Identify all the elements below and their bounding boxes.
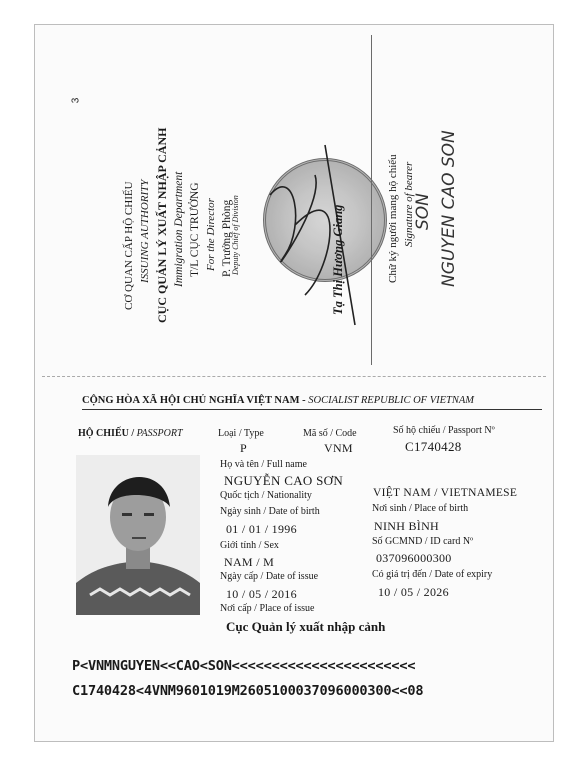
full-name-value: NGUYỄN CAO SƠN (224, 473, 344, 488)
date-of-issue-label: Ngày cấp / Date of issue (220, 571, 319, 582)
issuing-authority-vn: CƠ QUAN CẤP HỘ CHIẾU (123, 181, 135, 310)
place-of-issue-value: Cục Quản lý xuất nhập cảnh (226, 619, 386, 634)
code-value: VNM (324, 441, 353, 455)
for-director-vn: T/L CỤC TRƯỞNG (189, 182, 201, 277)
mrz-line-2: C1740428<4VNM9601019M2605100037096000300<<08 (72, 683, 424, 699)
director-signature (265, 135, 395, 345)
bearer-signature-line2: NGUYEN CAO SON (439, 130, 459, 287)
bearer-signature-label-vn: Chữ ký người mang hộ chiếu (387, 154, 399, 283)
observations-page (35, 25, 555, 377)
type-label: Loại / Type (218, 428, 264, 439)
mrz-line-1: P<VNMNGUYEN<<CAO<SON<<<<<<<<<<<<<<<<<<<<<<< (72, 658, 416, 674)
country-header (82, 395, 542, 410)
date-of-issue-value: 10 / 05 / 2016 (226, 587, 297, 601)
department-en: Immigration Department (173, 171, 185, 287)
passport-title (78, 428, 183, 439)
department-vn: CỤC QUẢN LÝ XUẤT NHẬP CẢNH (155, 127, 169, 323)
passport-title-vn: HỘ CHIẾU / (78, 428, 137, 439)
expiry-value: 10 / 05 / 2026 (378, 585, 449, 599)
divider-line (371, 35, 372, 365)
page-fold (42, 376, 546, 377)
pob-label: Nơi sinh / Place of birth (372, 503, 469, 514)
sex-label: Giới tính / Sex (220, 540, 279, 551)
for-director-en: For the Director (205, 198, 217, 271)
country-name-en: SOCIALIST REPUBLIC OF VIETNAM (308, 395, 475, 406)
id-card-label: Số GCMND / ID card Nº (372, 536, 474, 547)
dob-label: Ngày sinh / Date of birth (220, 506, 320, 517)
sex-value: NAM / M (224, 555, 275, 569)
code-label: Mã số / Code (303, 428, 357, 439)
holder-photo (76, 455, 200, 615)
bearer-signature-line1: SON (413, 193, 433, 230)
signer-name: Tạ Thị Hương Giang (331, 204, 345, 315)
issuing-authority-en: ISSUING AUTHORITY (139, 179, 151, 283)
page-number: 3 (70, 97, 82, 104)
passport-title-en: PASSPORT (136, 428, 183, 439)
pob-value: NINH BÌNH (374, 519, 440, 533)
bearer-signature-label-en: Signature of bearer (403, 161, 415, 247)
nationality-label: Quốc tịch / Nationality (220, 490, 312, 501)
dob-value: 01 / 01 / 1996 (226, 522, 297, 536)
place-of-issue-label: Nơi cấp / Place of issue (220, 603, 315, 614)
id-card-value: 037096000300 (376, 551, 452, 565)
deputy-title-en: Deputy Chief of Division (231, 195, 240, 275)
passport-no-value: C1740428 (405, 439, 462, 454)
expiry-label: Có giá trị đến / Date of expiry (372, 569, 493, 580)
country-name-vn: CỘNG HÒA XÃ HỘI CHỦ NGHĨA VIỆT NAM - (82, 395, 309, 406)
nationality-value: VIỆT NAM / VIETNAMESE (373, 487, 518, 499)
passport-no-label: Số hộ chiếu / Passport Nº (393, 425, 495, 436)
full-name-label: Họ và tên / Full name (220, 459, 307, 470)
deputy-title-vn: P. Trưởng Phòng (221, 199, 233, 277)
type-value: P (240, 441, 247, 455)
